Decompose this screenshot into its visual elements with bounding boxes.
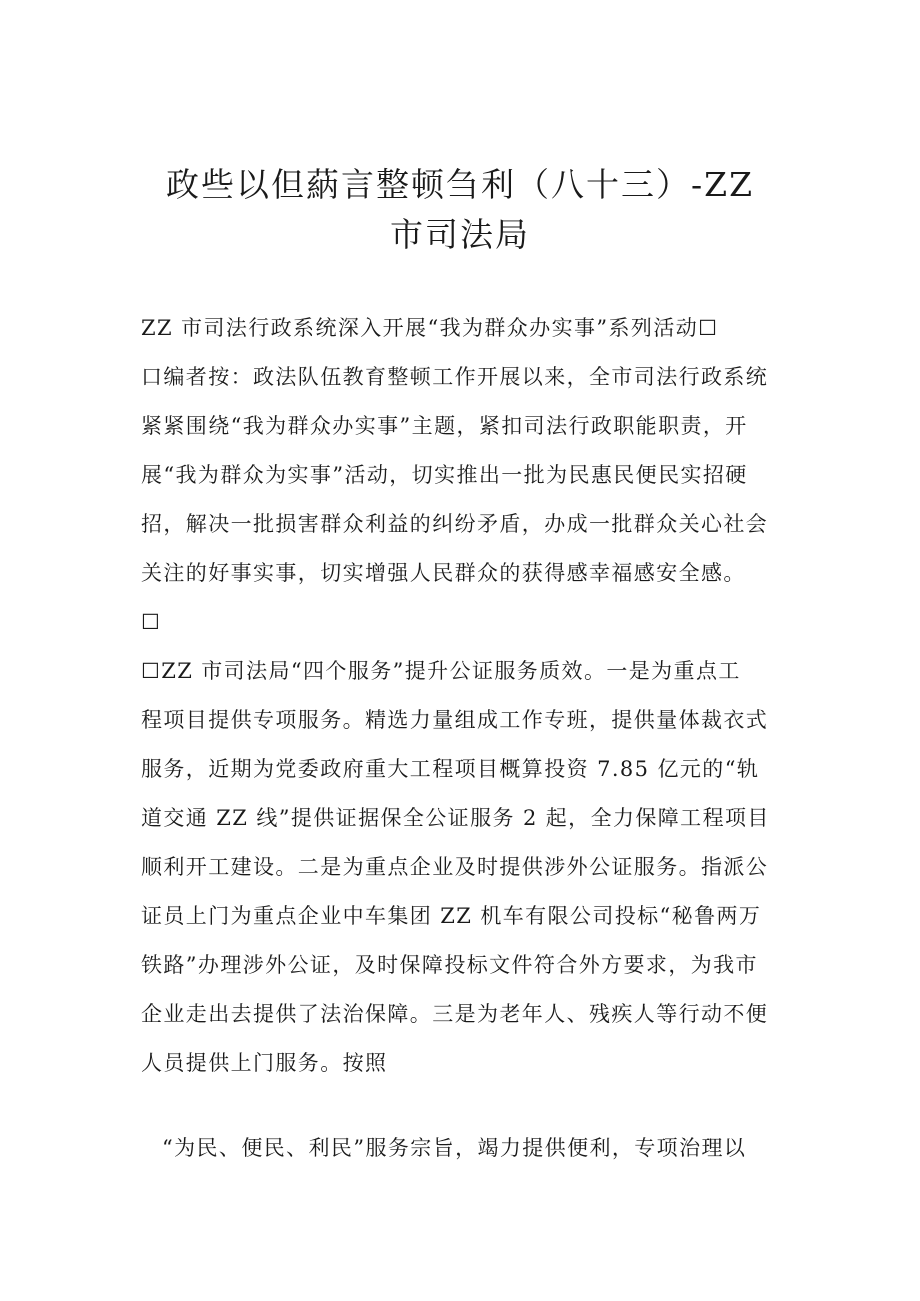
body-line-1: ZZ 市司法行政系统深入开展“我为群众办实事”系列活动☐ xyxy=(141,316,719,340)
body-line-6: 关注的好事实事，切实增强人民群众的获得感幸福感安全感。 xyxy=(141,561,746,585)
body-line-15: 企业走出去提供了法治保障。三是为老年人、残疾人等行动不便 xyxy=(141,1002,769,1026)
body-line-16: 人员提供上门服务。按照 xyxy=(141,1051,388,1075)
body-line-2: 口编者按：政法队伍教育整顿工作开展以来，全市司法行政系统 xyxy=(141,365,769,389)
body-line-5: 招，解决一批损害群众利益的纠纷矛盾，办成一批群众关心社会 xyxy=(141,512,769,536)
body-line-7: ☐ xyxy=(141,610,162,634)
document-body xyxy=(141,304,791,1173)
title-line-2: 市司法局 xyxy=(390,215,530,254)
body-line-12: 顺利开工建设。二是为重点企业及时提供涉外公证服务。指派公 xyxy=(141,855,769,879)
body-line-8: ☐ZZ 市司法局“四个服务”提升公证服务质效。一是为重点工 xyxy=(141,659,741,683)
body-line-10: 服务，近期为党委政府重大工程项目概算投资 7.85 亿元的“轨 xyxy=(141,757,760,781)
paragraph-gap xyxy=(141,1088,791,1124)
body-line-3: 紧紧围绕“我为群众办实事”主题，紧扣司法行政职能职责，开 xyxy=(141,414,748,438)
body-line-17: “为民、便民、利民”服务宗旨，竭力提供便利，专项治理以 xyxy=(162,1136,747,1160)
title-line-1: 政些以但蒳言整顿刍利（八十三）-ZZ xyxy=(165,165,754,204)
body-line-13: 证员上门为重点企业中车集团 ZZ 机车有限公司投标“秘鲁两万 xyxy=(141,904,762,928)
body-line-14: 铁路”办理涉外公证，及时保障投标文件符合外方要求，为我市 xyxy=(141,953,758,977)
body-line-11: 道交通 ZZ 线”提供证据保全公证服务 2 起，全力保障工程项目 xyxy=(141,806,770,830)
body-line-4: 展“我为群众为实事”活动，切实推出一批为民惠民便民实招硬 xyxy=(141,463,748,487)
body-line-9: 程项目提供专项服务。精选力量组成工作专班，提供量体裁衣式 xyxy=(141,708,769,732)
document-title xyxy=(0,160,920,260)
